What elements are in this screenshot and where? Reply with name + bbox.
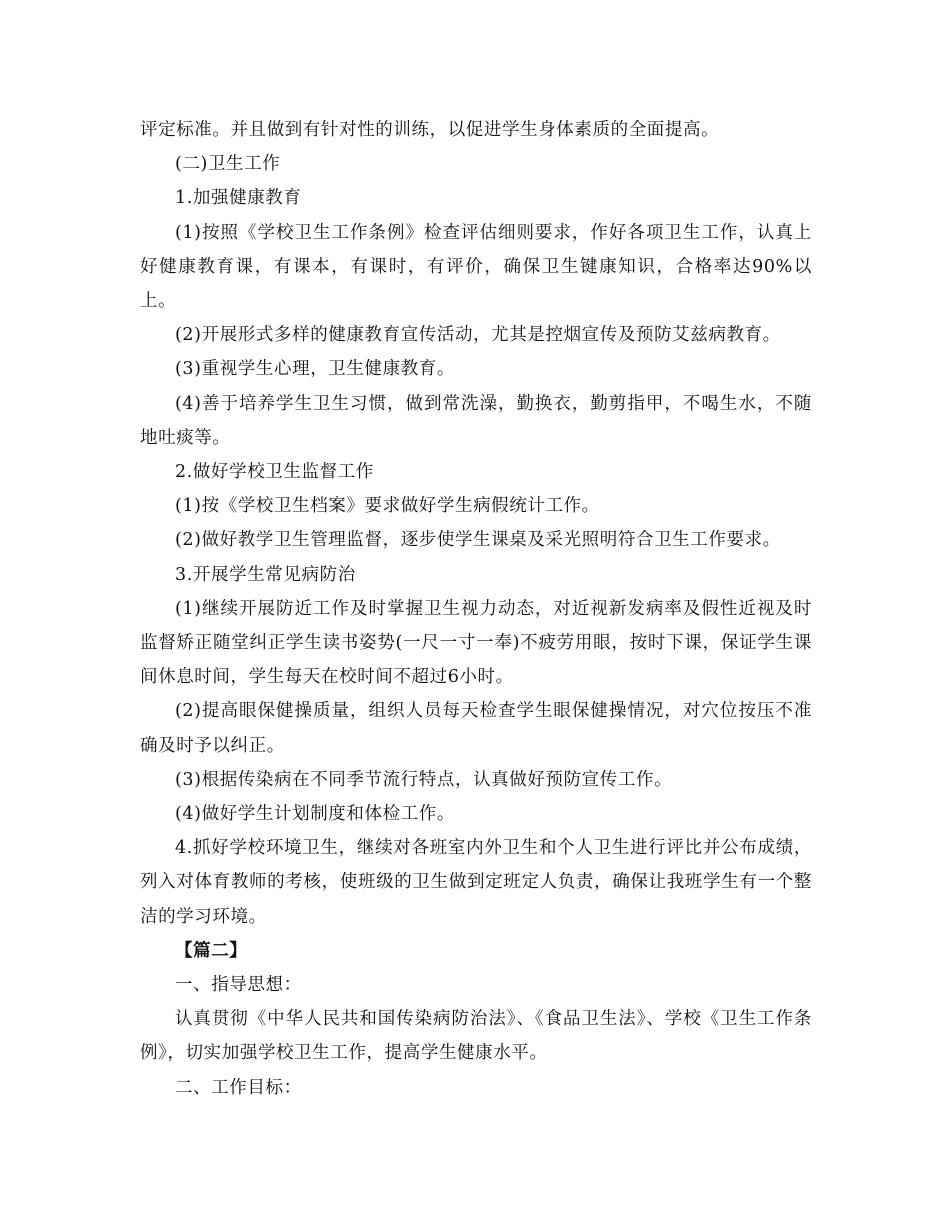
subsection-heading: 2.做好学校卫生监督工作 [175,462,374,483]
part-heading: 【篇二】 [175,940,248,961]
paragraph: (1)按《学校卫生档案》要求做好学生病假统计工作。 [175,496,600,517]
paragraph: (1)按照《学校卫生工作条例》检查评估细则要求，作好各项卫生工作，认真上好健康教育课，有课本，有课时，有评价，确保卫生键康知识，合格率达90%以上。 [140,222,812,312]
paragraph: (4)做好学生计划制度和体检工作。 [175,804,455,825]
paragraph: 4.抓好学校环境卫生，继续对各班室内外卫生和个人卫生进行评比并公布成绩，列入对体育教师的考核，使班级的卫生做到定班定人负责，确保让我班学生有一个整洁的学习环境。 [140,838,812,927]
document-body [140,113,812,1105]
paragraph: (2)提高眼保健操质量，组织人员每天检查学生眼保健操情况，对穴位按压不准确及时予以纠正。 [140,701,812,756]
paragraph: 评定标准。并且做到有针对性的训练，以促进学生身体素质的全面提高。 [140,120,720,140]
subsection-heading: 3.开展学生常见病防治 [175,564,356,585]
paragraph: (2)做好教学卫生管理监督，逐步使学生课桌及采光照明符合卫生工作要求。 [175,530,781,551]
paragraph: (3)重视学生心理，卫生健康教育。 [175,359,455,380]
paragraph: (1)继续开展防近工作及时掌握卫生视力动态，对近视新发病率及假性近视及时监督矫正随堂纠正学生读书姿势(一尺一寸一奉)不疲劳用眼，按时下课，保证学生课间休息时间，学生每天在校时间不超过6小时。 [140,598,812,688]
section-heading: 一、指导思想： [175,975,302,996]
section-heading: (二)卫生工作 [175,154,281,175]
paragraph: (2)开展形式多样的健康教育宣传活动，尤其是控烟宣传及预防艾兹病教育。 [175,325,781,346]
subsection-heading: 1.加强健康教育 [175,188,302,209]
section-heading: 二、工作目标： [175,1077,302,1098]
paragraph: (3)根据传染病在不同季节流行特点，认真做好预防宣传工作。 [175,769,673,790]
paragraph: (4)善于培养学生卫生习惯，做到常洗澡，勤换衣，勤剪指甲，不喝生水，不随地吐痰等。 [140,393,812,448]
paragraph: 认真贯彻《中华人民共和国传染病防治法》、《食品卫生法》、学校《卫生工作条例》，切实加强学校卫生工作，提高学生健康水平。 [140,1009,812,1064]
